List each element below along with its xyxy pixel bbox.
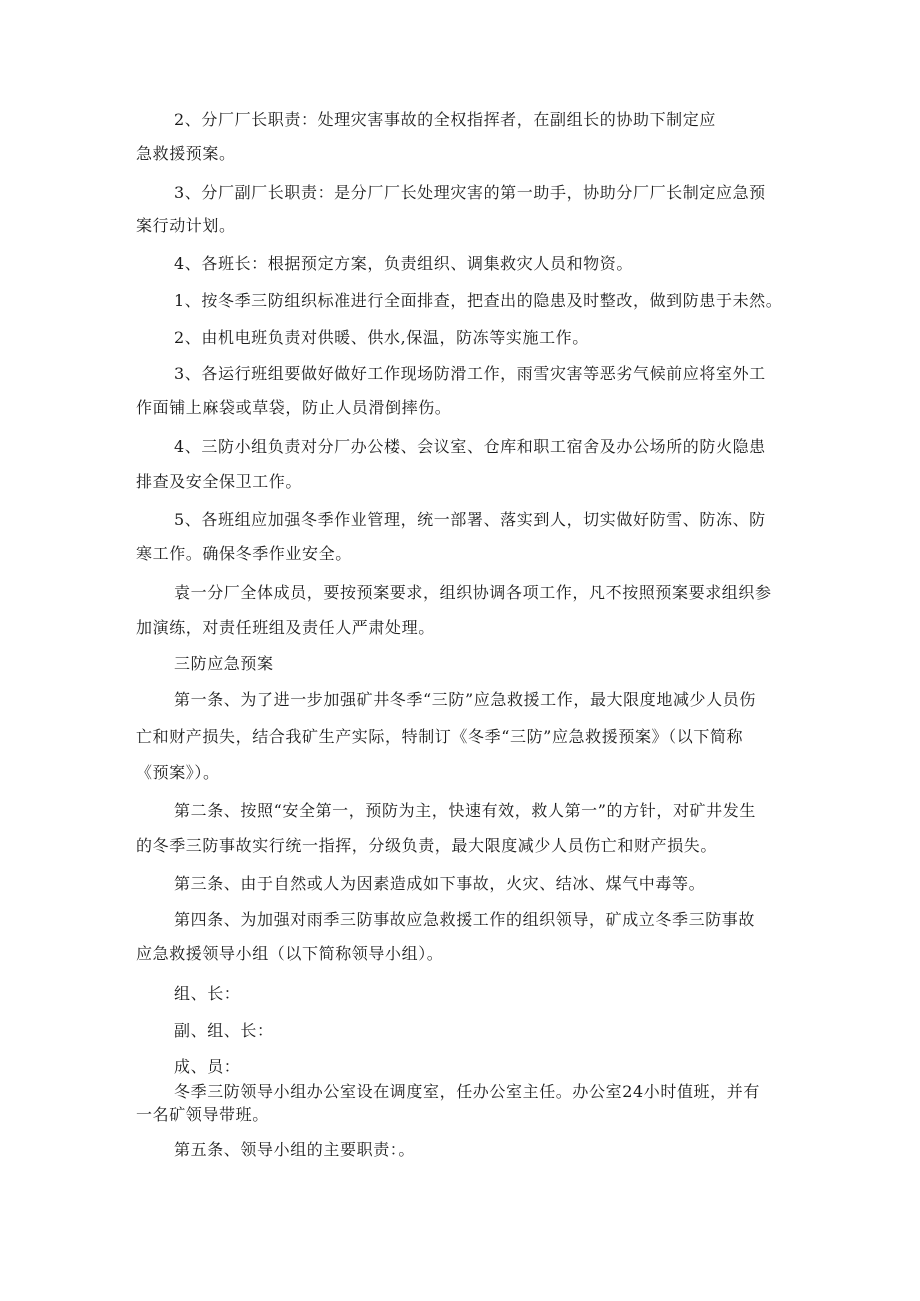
text-line: 2、由机电班负责对供暖、供水,保温，防冻等实施工作。: [174, 328, 589, 347]
text-line: 第二条、按照“安全第一，预防为主，快速有效，救人第一”的方针，对矿井发生: [174, 801, 756, 820]
text-line: 4、各班长：根据预定方案，负责组织、调集救灾人员和物资。: [174, 254, 633, 273]
text-line: 2、分厂厂长职责：处理灾害事故的全权指挥者，在副组长的协助下制定应: [174, 110, 716, 129]
text-line: 加演练，对责任班组及责任人严肃处理。: [136, 618, 435, 637]
text-line: 第四条、为加强对雨季三防事故应急救援工作的组织领导，矿成立冬季三防事故: [174, 910, 756, 929]
text-line: 一名矿领导带班。: [136, 1105, 269, 1124]
text-line: 急救援预案。: [136, 144, 236, 163]
text-line: 3、分厂副厂长职责：是分厂厂长处理灾害的第一助手，协助分厂厂长制定应急预: [174, 183, 766, 202]
text-line: 寒工作。确保冬季作业安全。: [136, 544, 352, 563]
text-line: 冬季三防领导小组办公室设在调度室，任办公室主任。办公室24小时值班，并有: [174, 1082, 760, 1101]
text-line: 成、员：: [174, 1057, 241, 1076]
text-line: 亡和财产损失，结合我矿生产实际，特制订《冬季“三防”应急救援预案》（以下简称: [136, 727, 744, 746]
text-line: 《预案》）。: [136, 763, 220, 782]
text-line: 5、各班组应加强冬季作业管理，统一部署、落实到人，切实做好防雪、防冻、防: [174, 510, 766, 529]
text-line: 3、各运行班组要做好做好工作现场防滑工作，雨雪灾害等恶劣气候前应将室外工: [174, 364, 766, 383]
text-line: 的冬季三防事故实行统一指挥，分级负责，最大限度减少人员伤亡和财产损失。: [136, 836, 718, 855]
text-line: 第五条、领导小组的主要职责：。: [174, 1140, 416, 1159]
text-line: 袁一分厂全体成员，要按预案要求，组织协调各项工作，凡不按照预案要求组织参: [174, 583, 772, 602]
text-line: 4、三防小组负责对分厂办公楼、会议室、仓库和职工宿舍及办公场所的防火隐患: [174, 437, 766, 456]
text-line: 组、长：: [174, 984, 241, 1003]
text-line: 第三条、由于自然或人为因素造成如下事故，火灾、结冰、煤气中毒等。: [174, 874, 706, 893]
text-line: 1、按冬季三防组织标准进行全面排查，把查出的隐患及时整改，做到防患于未然。: [174, 291, 783, 310]
text-line: 案行动计划。: [136, 216, 236, 235]
text-line: 副、组、长：: [174, 1021, 274, 1040]
text-line: 第一条、为了进一步加强矿井冬季“三防”应急救援工作，最大限度地减少人员伤: [174, 690, 756, 709]
text-line: 排查及安全保卫工作。: [136, 472, 303, 491]
text-line: 应急救援领导小组（以下简称领导小组）。: [136, 944, 444, 963]
text-line: 作面铺上麻袋或草袋，防止人员滑倒摔伤。: [136, 398, 452, 417]
section-heading: 三防应急预案: [174, 654, 274, 673]
